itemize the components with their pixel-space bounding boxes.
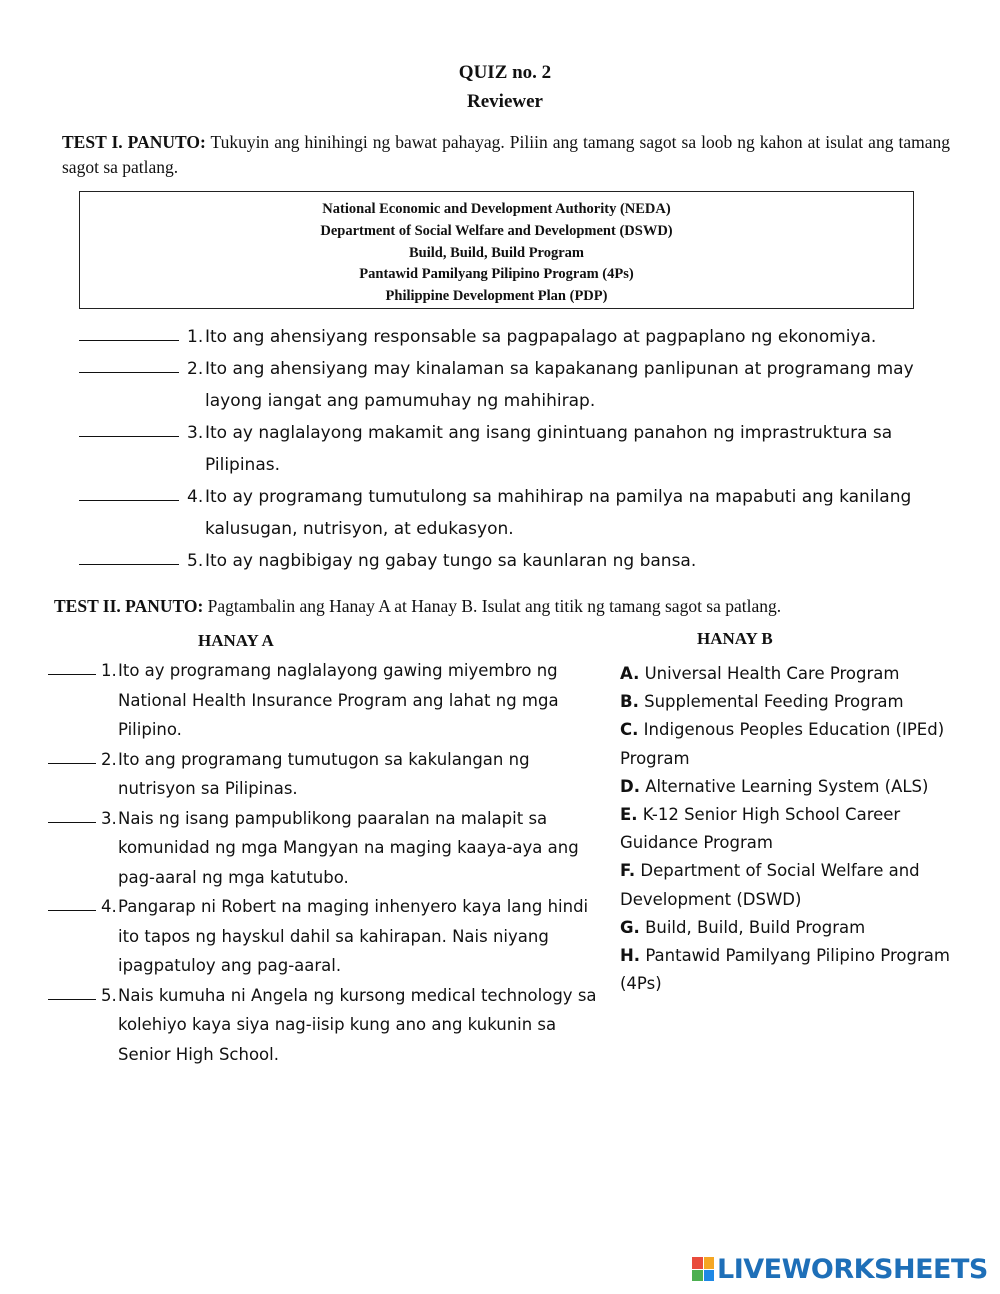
answer-blank[interactable] [48,804,96,823]
hanay-a-item: 4. Pangarap ni Robert na maging inhenyero kaya lang hindi ito tapos ng hayskul dahil sa kahirapan. Nais niyang ipagpatuloy ang pag-aaral. [48,892,608,981]
test1-instruction-text: Tukuyin ang hinihingi ng bawat pahayag. Piliin ang tamang sagot sa loob ng kahon at isulat ang tamang sagot sa patlang. [62,132,950,177]
liveworksheets-logo-icon [692,1257,714,1281]
hanay-b-item: C. Indigenous Peoples Education (IPEd) Program [620,720,945,768]
answer-blank[interactable] [79,353,179,373]
answer-blank[interactable] [79,545,179,565]
test2-instruction-text: Pagtambalin ang Hanay A at Hanay B. Isulat ang titik ng tamang sagot sa patlang. [207,596,782,616]
answer-blank[interactable] [79,321,179,341]
hanay-b-item: B. Supplemental Feeding Program [620,692,904,712]
test2-label: TEST II. PANUTO: [54,596,204,616]
answer-blank[interactable] [79,417,179,437]
choice-item: Pantawid Pamilyang Pilipino Program (4Ps) [359,266,634,283]
brand-name: LIVEWORKSHEETS [717,1253,988,1285]
choice-item: Philippine Development Plan (PDP) [385,288,608,305]
test1-item: 4. Ito ay programang tumutulong sa mahihirap na pamilya na mapabuti ang kanilang kalusugan, nutrisyon, at edukasyon. [79,481,959,545]
answer-blank[interactable] [48,745,96,764]
choices-box [79,191,914,309]
choice-item: Department of Social Welfare and Development (DSWD) [320,222,673,239]
quiz-subtitle: Reviewer [467,91,543,112]
test1-label: TEST I. PANUTO: [62,132,206,152]
test1-items [79,321,959,577]
hanay-a-item: 2. Ito ang programang tumutugon sa kakulangan ng nutrisyon sa Pilipinas. [48,745,608,804]
hanay-a-item: 3. Nais ng isang pampublikong paaralan na malapit sa komunidad ng mga Mangyan na maging kaaya-aya ang pag-aaral ng mga katutubo. [48,804,608,893]
hanay-a-item: 1. Ito ay programang naglalayong gawing miyembro ng National Health Insurance Program ang lahat ng mga Pilipino. [48,656,608,745]
test1-item: 5. Ito ay nagbibigay ng gabay tungo sa kaunlaran ng bansa. [79,545,959,577]
answer-blank[interactable] [48,892,96,911]
hanay-b-item: H. Pantawid Pamilyang Pilipino Program (4Ps) [620,946,950,994]
test1-item: 3. Ito ay naglalayong makamit ang isang ginintuang panahon ng imprastruktura sa Pilipinas. [79,417,959,481]
hanay-b-item: E. K-12 Senior High School Career Guidance Program [620,805,901,853]
test1-item: 2. Ito ang ahensiyang may kinalaman sa kapakanang panlipunan at programang may layong iangat ang pamumuhay ng mahihirap. [79,353,959,417]
hanay-a-title: HANAY A [198,631,274,650]
test2-instruction [54,594,954,619]
hanay-b-item: A. Universal Health Care Program [620,664,900,683]
test1-item: 1. Ito ang ahensiyang responsable sa pagpapalago at pagpaplano ng ekonomiya. [79,321,959,353]
hanay-b-title: HANAY B [697,629,773,648]
choice-item: National Economic and Development Authority (NEDA) [322,201,671,217]
answer-blank[interactable] [79,481,179,501]
hanay-a-item: 5. Nais kumuha ni Angela ng kursong medical technology sa kolehiyo kaya siya nag-iisip kung ano ang kukunin sa Senior High School. [48,981,608,1070]
hanay-b-item: F. Department of Social Welfare and Development (DSWD) [620,861,920,909]
answer-blank[interactable] [48,656,96,675]
hanay-b-item: D. Alternative Learning System (ALS) [620,776,929,796]
answer-blank[interactable] [48,981,96,1000]
choice-item: Build, Build, Build Program [409,244,584,261]
hanay-b-list [620,660,980,998]
quiz-title: QUIZ no. 2 [458,62,552,83]
hanay-a-list [48,656,608,1069]
hanay-b-item: G. Build, Build, Build Program [620,917,866,937]
liveworksheets-logo [692,1254,988,1284]
test1-instruction [62,130,950,180]
